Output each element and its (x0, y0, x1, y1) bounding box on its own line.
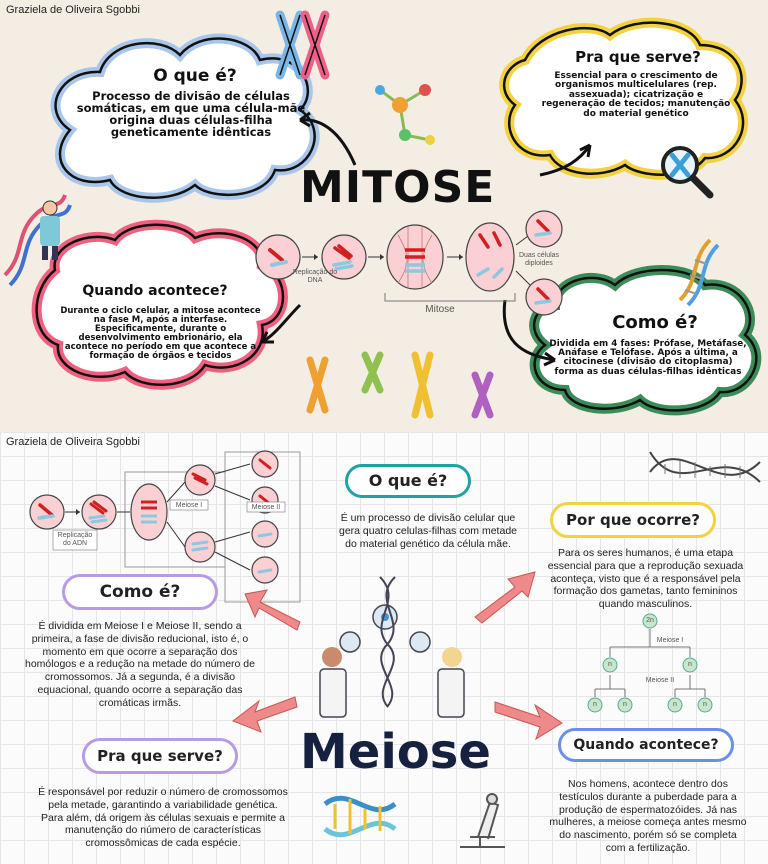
molecule-icon (375, 84, 435, 145)
quando-acontece-text: Durante o ciclo celular, a mitose acontece na fase M, após a interfase. Especificamente, durante o desenvolvimento embrionário, ela acontece no período em que acontece a formação de órgãos e tecidos (60, 306, 261, 361)
chromosome-orange-icon (310, 360, 325, 410)
arrow-to-quando-acontece (495, 702, 562, 739)
meiose-como-e-text: É dividida em Meiose I e Meiose II, sendo a primeira, a fase de divisão reducional, isto é, o momento em que ocorre a separação dos homólogos e a redução na metade do número de cromossomos. Já a segunda, é a divisão equacional, quando ocorre a separação das cromáticas irmãs. (25, 620, 255, 709)
meiose-title: Meiose (300, 724, 491, 780)
meiose1-diagram-label: Meiose I (175, 502, 203, 509)
quando-acontece-title: Quando acontece? (82, 283, 228, 299)
tree-mid-n-1: n (608, 661, 612, 668)
meiose-como-e-title: Como é? (62, 574, 218, 610)
meiose-section (0, 432, 768, 864)
chromosome-green-icon (365, 355, 380, 390)
como-e-title: Como é? (612, 312, 698, 333)
meiose-quando-acontece-text: Nos homens, acontece dentro dos testículos durante a puberdade para a produção de espermatozóides. Já nas mulheres, a meiose começa antes mesmo do nascimento, porém só se completa com a fertilização. (549, 778, 747, 854)
chromosome-purple-icon (475, 375, 490, 415)
author-name-bottom: Graziela de Oliveira Sgobbi (6, 436, 140, 448)
mitosis-diagram (256, 211, 562, 315)
meiose-o-que-e-text: É um processo de divisão celular que gera quatro celulas-filhas com metade do material genético da célula mãe. (338, 512, 517, 550)
chromosome-yellow-icon (415, 355, 430, 415)
meiose-quando-acontece-title: Quando acontece? (558, 728, 734, 762)
meiose-pra-que-serve-title: Pra que serve? (82, 738, 238, 774)
dna-sketch-icon (650, 452, 760, 482)
dna-3d-icon (325, 798, 395, 835)
pra-que-serve-title: Pra que serve? (575, 48, 701, 66)
replicacao-label: Replicação do DNA (292, 269, 338, 284)
tree-leaf-n-1: n (593, 701, 597, 708)
como-e-text: Dividida em 4 fases: Prófase, Metáfase, Anáfase e Telófase. Após a última, a citocinese (divisão do citoplasma) forma as duas células-filhas idênticas (549, 339, 747, 377)
mitose-diagram-label: Mitose (425, 304, 455, 315)
author-name: Graziela de Oliveira Sgobbi (6, 4, 140, 16)
por-que-ocorre-text: Para os seres humanos, é uma etapa essencial para que a reprodução sexuada aconteça, visto que é a responsável pela formação dos gametas, tanto femininos quando masculinos. (547, 547, 744, 611)
pra-que-serve-text: Essencial para o crescimento de organismos multicelulares (rep. assexuada); cicatrização e regeneração de tecidos; manutenção do material genético (541, 71, 731, 119)
meiose2-diagram-label: Meiose II (251, 504, 281, 511)
mitose-title: MITOSE (300, 162, 496, 213)
tree-meiose2-label: Meiose II (645, 677, 675, 684)
tree-mid-n-2: n (688, 661, 692, 668)
microscope-icon (460, 794, 505, 847)
scientists-illustration (320, 577, 464, 717)
tree-root-label: 2n (646, 617, 654, 624)
scientist-icon (40, 201, 60, 260)
tree-leaf-n-4: n (703, 701, 707, 708)
duas-celulas-label: Duas células diploides (518, 252, 560, 267)
tree-leaf-n-2: n (623, 701, 627, 708)
arrow-to-por-que-ocorre (475, 572, 535, 623)
o-que-e-text: Processo de divisão de células somáticas, em que uma célula-mãe origina duas células-filha geneticamente idênticas (76, 89, 306, 140)
tree-meiose1-label: Meiose I (656, 637, 684, 644)
meiose-pra-que-serve-text: É responsável por reduzir o número de cromossomos pela metade, garantindo a variabilidade genética. Para além, dá origem às células sexuais e permite a manutenção do número de características cromossômicas de cada espécie. (38, 786, 288, 850)
tree-leaf-n-3: n (673, 701, 677, 708)
meiose-o-que-e-title: O que é? (345, 464, 471, 498)
o-que-e-title: O que é? (153, 66, 237, 86)
replicacao-adn-label: Replicação do ADN (57, 532, 93, 547)
por-que-ocorre-title: Por que ocorre? (550, 502, 716, 538)
